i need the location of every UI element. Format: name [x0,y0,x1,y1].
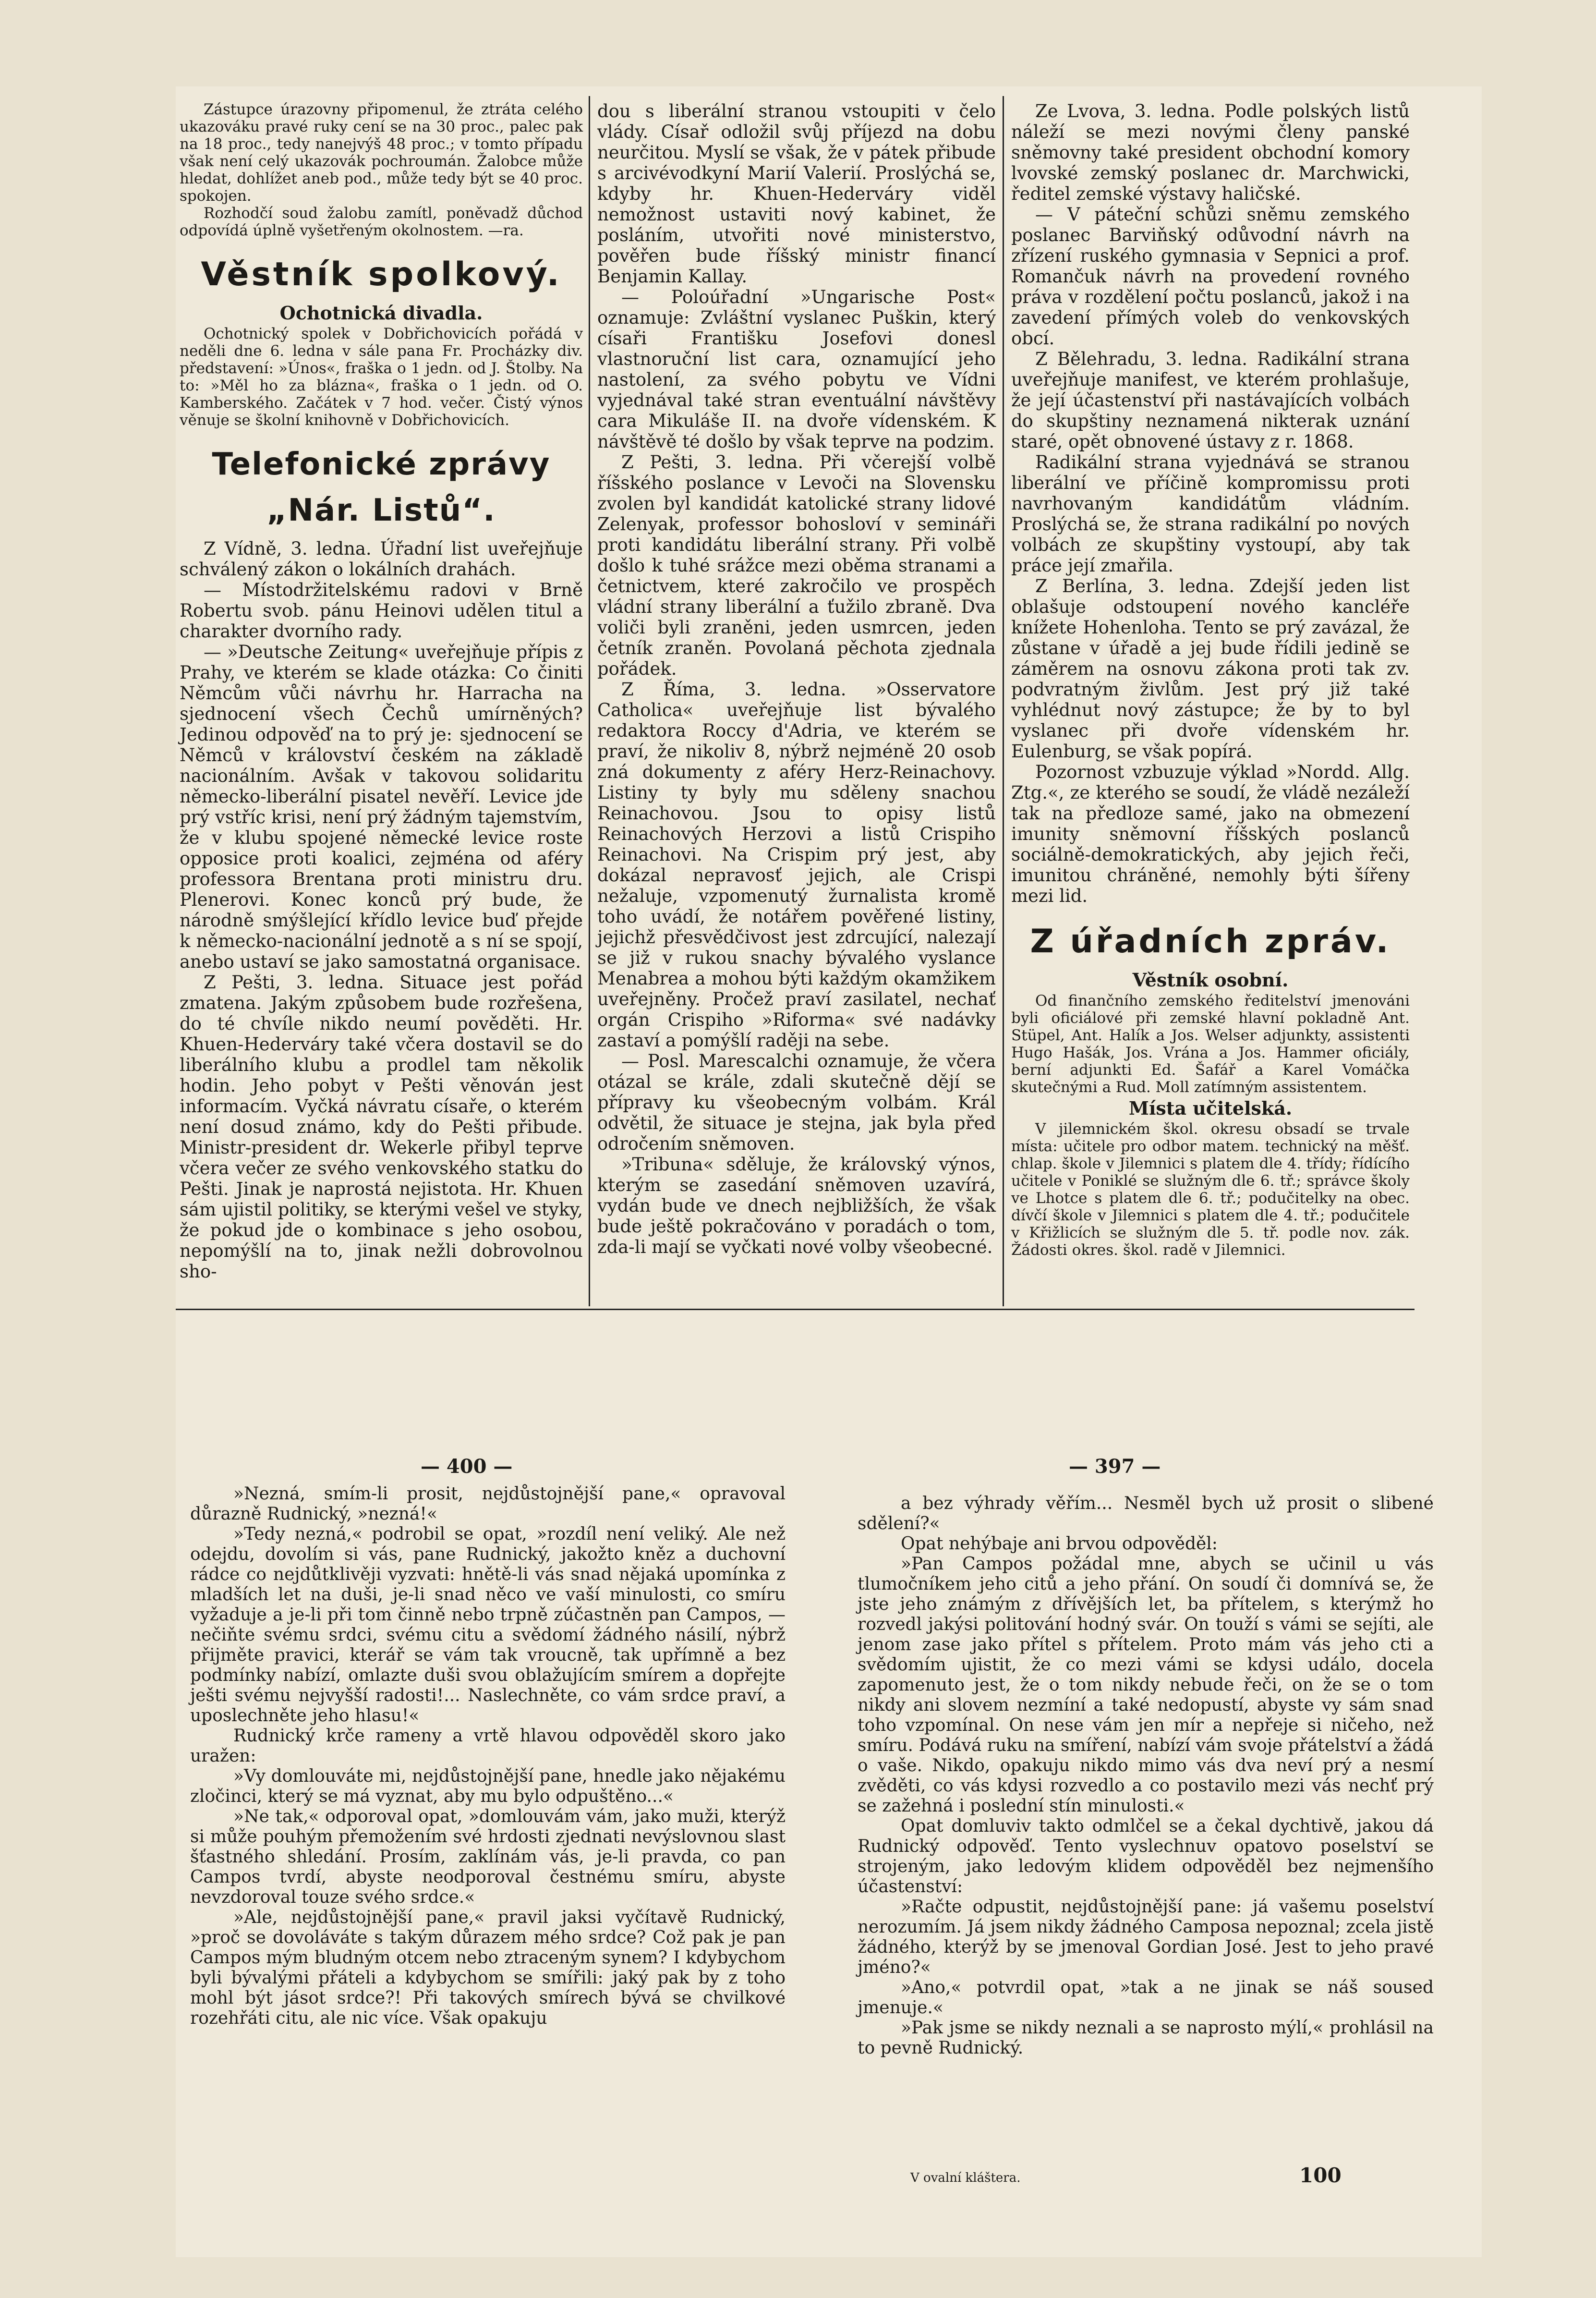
story-paragraph: »Ano,« potvrdil opat, »tak a ne jinak se náš soused jmenuje.« [858,1978,1434,2018]
news-paragraph: Z Říma, 3. ledna. »Osservatore Catholica« uveřejňuje list bývalého redaktora Roccy d'Adria, ve kterém se praví, že nikoliv 8, nýbrž nejméně 20 osob zná dokumenty z aféry Herz-Reinachovy. Listiny ty byly mu sděleny snachou Reinachovou. Jsou to opisy listů Reinachových Herzovi a listů Crispiho Reinachovi. Na Crispim prý jest, aby dokázal nepravosť jejich, ale Crispi nežaluje, vzpomenutý žurnalista kromě toho uvádí, že notářem pověřené listiny, jejichž přesvědčivost jest zdrcující, nalezají se již v rukou snachy bývalého vyslance Menabrea a mohou býti každým okamžikem uveřejněny. Pročež praví zasilatel, nechať orgán Crispiho »Riforma« své nadávky zastaví a pomýšlí raději na sebe. [597,679,996,1051]
story-paragraph: Rudnický krče rameny a vrtě hlavou odpověděl skoro jako uražen: [190,1726,786,1766]
story-paragraph: »Pak jsme se nikdy neznali a se naprosto mýlí,« prohlásil na to pevně Rudnický. [858,2018,1434,2058]
folio-number: 100 [1299,2164,1342,2187]
page-number-left: — 400 — [421,1455,513,1478]
newspaper-page [176,86,1482,2257]
news-paragraph: dou s liberální stranou vstoupiti v čelo vlády. Císař odložil svůj příjezd na dobu neurčitou. Myslí se však, že v pátek přibude s arcivévodkyní Marií Valerií. Proslýchá se, kdyby hr. Khuen-Hederváry viděl nemožnost ustaviti nový kabinet, že posláním, utvořiti nové ministerstvo, pověřen bude říšský ministr financí Benjamin Kallay. [597,101,996,287]
personal-notice: Od finančního zemského ředitelství jmenováni byli oficiálové při zemské hlavní pokladně Ant. Stüpel, Ant. Halík a Jos. Welser adjunkty, assistenti Hugo Hašák, Jos. Vrána a Jos. Hammer oficiály, berní adjunkti Ed. Šafář a Karel Vomáčka skutečnými a Rud. Moll zatímným assistentem. [1011,992,1410,1096]
news-paragraph: Z Bělehradu, 3. ledna. Radikální strana uveřejňuje manifest, ve kterém prohlašuje, že její účastenství při nastávajících volbách do skupštiny neznamená nikterak uznání staré, opět obnovené ústavy z r. 1868. [1011,349,1410,452]
news-paragraph: »Tribuna« sděluje, že královský výnos, kterým se zasedání sněmoven uzavírá, vydán bude ve dnech nejbližších, že však bude ještě pokračováno v poradách o tom, zda-li mají se vyčkati nové volby všeobecné. [597,1154,996,1257]
story-paragraph: »Račte odpustit, nejdůstojnější pane: já vašemu poselství nerozumím. Já jsem nikdy žádného Camposa nepoznal; zcela jistě žádného, kterýž by se jmenoval Gordian José. Jest to jeho pravé jméno?« [858,1897,1434,1977]
news-paragraph: Z Pešti, 3. ledna. Při včerejší volbě říšského poslance v Levoči na Slovensku zvolen byl kandidát katolické strany lidové Zelenyak, professor bohosloví v semináři proti kandidátu liberální strany. Při volbě došlo k tuhé srážce mezi oběma stranami a četnictvem, které zakročilo ve prospěch vládní strany liberální a ťužilo zbraně. Dva voliči byli zraněni, jeden usmrcen, jeden četník zraněn. Povolaná pěchota zjednala pořádek. [597,452,996,679]
column-2 [597,101,996,1257]
story-paragraph: a bez výhrady věřím... Nesměl bych už prosit o slibené sdělení?« [858,1494,1434,1533]
news-paragraph: Z Berlína, 3. ledna. Zdejší jeden list oblašuje odstoupení nového kancléře knížete Hohenloha. Tento se prý zavázal, že zůstane v úřadě a jej bude řídili jedině se záměrem na osnovu zákona proti tak zv. podvratným živlům. Jest prý již také vyhlédnut nový zástupce; že by to byl vyslanec při dvoře vídenském hr. Eulenburg, se však popírá. [1011,576,1410,762]
page-number-right: — 397 — [1069,1455,1161,1478]
subheading-theatre: Ochotnická divadla. [279,302,483,324]
notice-paragraph: Zástupce úrazovny připomenul, že ztráta celého ukazováku pravé ruky cení se na 30 proc., palec pak na 18 proc., tedy nanejvýš 48 proc.; v tomto případu však není celý ukazovák pochroumán. Žalobce může hledat, dohlížet aneb pod., může tedy být se 40 proc. spokojen. [180,101,583,205]
story-paragraph: »Vy domlouváte mi, nejdůstojnější pane, hnedle jako nějakému zločinci, který se má vyznat, aby mu bylo odpuštěno...« [190,1766,786,1806]
news-paragraph: Radikální strana vyjednává se stranou liberální ve příčině kompromissu proti navrhovaným kandidátům vládním. Proslýchá se, že strana radikální po nových volbách ze skupštiny vystoupí, aby tak práce její zmařila. [1011,452,1410,576]
column-3 [1011,101,1410,1259]
story-paragraph: »Pan Campos požádal mne, abych se učinil u vás tlumočníkem jeho citů a jeho přání. On soudí či domnívá se, že jste jeho známým z dřívějších let, ba přítelem, s kterýmž ho rozvedl jakýsi politování hodný svár. On touží s vámi se sejíti, ale jenom zase jako přítel s přítelem. Proto mám vás jeho cti a svědomím ujistit, že co mezi vámi se kdysi událo, docela zapomenuto jest, že o tom nikdy nebude řeči, on že se o tom nikdy ani slovem nezmíní a také nedopustí, abyste vy sám snad toho vzpomínal. On nese vám jen mír a nepřeje si ničeho, než smíru. Podává ruku na smíření, nabízí vám svoje přátelství a žádá o vaše. Nikdo, opakuju nikdo mimo vás dva neví prý a nesmí zvěděti, co vás kdysi rozvedlo a co postavilo mezi vás nechť prý se zažehná i poslední stín minulosti.« [858,1554,1434,1816]
story-paragraph: »Ne tak,« odporoval opat, »domlouvám vám, jako muži, kterýž si může pouhým přemožením své hrdosti zjednati nevýslovnou slast šťastného shledání. Prosím, zaklínám vás, je-li pravda, co pan Campos tvrdí, abyste neodporoval čestnému smíru, abyste nevzdoroval touze svého srdce.« [190,1807,786,1907]
news-paragraph: — Poloúřadní »Ungarische Post« oznamuje: Zvláštní vyslanec Puškin, který císaři Františku Josefovi donesl vlastnoruční list cara, oznamující jeho nastolení, za svého pobytu ve Vídni vyjednával také stran eventuální návštěvy cara Mikuláše II. na dvoře vídenském. K návštěvě té došlo by však teprve na podzim. [597,287,996,452]
teaching-notice: V jilemnickém škol. okresu obsadí se trvale místa: učitele pro odbor matem. technický na měšť. chlap. škole v Jilemnici s platem dle 4. třídy; řídícího učitele v Poniklé se služným dle 6. tř.; správce školy ve Lhotce s platem dle 6. tř.; podučitelky na obec. dívčí škole v Jilemnici s platem dle 4. tř.; podučitele v Křižlicích se služným dle 5. tř. podle nov. zák. Žádosti okres. škol. radě v Jilemnici. [1011,1120,1410,1259]
notice-paragraph: Rozhodčí soud žalobu zamítl, poněvadž důchod odpovídá úplně vyšetřeným okolnostem. —ra. [180,205,583,239]
story-left-page [190,1484,786,2029]
column-divider [589,96,590,1306]
theatre-notice: Ochotnický spolek v Dobřichovicích pořádá v neděli dne 6. ledna v sále pana Fr. Procházky div. představení: »Únos«, fraška o 1 jedn. od J. Štolby. Na to: »Měl ho za blázna«, fraška o 1 jedn. od O. Kamberského. Začátek v 7 hod. večer. Čistý výnos věnuje se školní knihovně v Dobřichovicích. [180,325,583,429]
news-paragraph: — »Deutsche Zeitung« uveřejňuje přípis z Prahy, ve kterém se klade otázka: Co činiti Němcům vůči návrhu hr. Harracha na sjednocení všech Čechů umírněných? Jedinou odpověď na to prý je: sjednocení se Němců v království českém na základě nacionálním. Avšak v takovou solidaritu německo-liberální pisatel nevěří. Levice jde prý vstříc krisi, není prý žádným tajemstvím, že v klubu spojené německé levice roste opposice proti koalici, zejména od aféry professora Brentana proti ministru dru. Plenerovi. Konec konců prý bude, že národně smýšlející křídlo levice buď přejde k německo-nacionální jednotě a s ní se spojí, anebo ustaví se jako samostatná organisace. [180,642,583,972]
news-paragraph: — Posl. Marescalchi oznamuje, že včera otázal se krále, zdali skutečně dějí se přípravy ku všeobecným volbám. Král odvětil, že situace je stejna, jak byla před odročením sněmoven. [597,1051,996,1154]
story-right-page [858,1494,1434,2058]
story-paragraph: »Tedy nezná,« podrobil se opat, »rozdíl není veliký. Ale než odejdu, dovolím si vás, pane Rudnický, jakožto kněz a duchovní rádce co nejdůtklivěji vyzvati: hnětě-li vás snad nějaká upomínka z mladších let na duši, je-li snad něco ve vaší minulosti, co smíru vyžaduje a je-li při tom činně nebo trpně zúčastněn pan Campos, — nečiňte svému srdci, svému citu a svědomí žádného násilí, nýbrž přijměte pravici, kterář se vám tak vroucně, tak upřímně a bez podmínky nabízí, omlazte duši svou oblažujícím smírem a dopřejte ješti svému nejvyšší radosti!... Naslechněte, co vám srdce praví, a uposlechněte jeho hlasu!« [190,1524,786,1726]
section-title-urad: Z úřadních zpráv. [1030,923,1391,961]
story-paragraph: »Nezná, smím-li prosit, nejdůstojnější pane,« opravoval důrazně Rudnický, »nezná!« [190,1484,786,1524]
news-paragraph: Pozornost vzbuzuje výklad »Nordd. Allg. Ztg.«, ze kterého se soudí, že vládě nezáleží tak na předloze samé, jako na obmezení imunity sněmovní říšských poslanců sociálně-demokratických, aby jejich řeči, imunitou chráněné, nemohly býti šířeny mezi lid. [1011,762,1410,906]
section-title-telefonicke: Telefonické zprávy „Nár. Listů“. [212,447,551,528]
horizontal-rule [176,1309,1415,1310]
column-divider [1003,96,1004,1306]
column-1 [180,101,583,1282]
footer-signature: V ovalní kláštera. [910,2171,1021,2185]
subheading-teaching: Místa učitelská. [1128,1097,1293,1119]
section-title-vestnik: Věstník spolkový. [201,255,562,293]
news-paragraph: — Místodržitelskému radovi v Brně Robertu svob. pánu Heinovi udělen titul a charakter dvorního rady. [180,580,583,642]
story-paragraph: Opat domluviv takto odmlčel se a čekal dychtivě, jakou dá Rudnický odpověď. Tento vyslechnuv opatovo poselství se strojeným, jako ledovým klidem odpověděl bez nejmenšího účastenství: [858,1816,1434,1897]
news-paragraph: Z Vídně, 3. ledna. Úřadní list uveřejňuje schválený zákon o lokálních drahách. [180,538,583,580]
subheading-personal: Věstník osobní. [1132,969,1289,991]
news-paragraph: Ze Lvova, 3. ledna. Podle polských listů náleží se mezi novými členy panské sněmovny také president obchodní komory lvovské zemský poslanec dr. Marchwicki, ředitel zemské výstavy haličské. [1011,101,1410,204]
story-paragraph: Opat nehýbaje ani brvou odpověděl: [901,1534,1218,1554]
news-paragraph: Z Pešti, 3. ledna. Situace jest pořád zmatena. Jakým způsobem bude rozřešena, do té chvíle nikdo neumí pověděti. Hr. Khuen-Hederváry také včera dostavil se do liberálního klubu a prodlel tam několik hodin. Jeho pobyt v Pešti věnován jest informacím. Vyčká návratu císaře, o kterém není dosud známo, kdy do Pešti přibude. Ministr-president dr. Wekerle přibyl teprve včera večer ze svého venkovského statku do Pešti. Jinak je naprostá nejistota. Hr. Khuen sám ujistil politiky, se kterými vešel ve styky, že pokud jde o kombinace s jeho osobou, nepomýšlí na to, jinak nežli dobrovolnou sho- [180,972,583,1282]
news-paragraph: — V páteční schůzi sněmu zemského poslanec Barviňský odůvodní návrh na zřízení ruského gymnasia v Sepnici a prof. Romančuk návrh na provedení rovného práva v rozdělení počtu poslanců, jakož i na zavedení přímých voleb do venkovských obcí. [1011,204,1410,349]
story-paragraph: »Ale, nejdůstojnější pane,« pravil jaksi vyčítavě Rudnický, »proč se dovoláváte s takým důrazem mého srdce? Což pak je pan Campos mým bludným otcem nebo ztraceným synem? I kdybychom byli bývalými přáteli a kdybychom se smířili: jaký pak by z toho mohl být jásot srdce?! Při takových smírech bývá se chvilkové rozehřáti citu, ale nic více. Však opakuju [190,1908,786,2028]
